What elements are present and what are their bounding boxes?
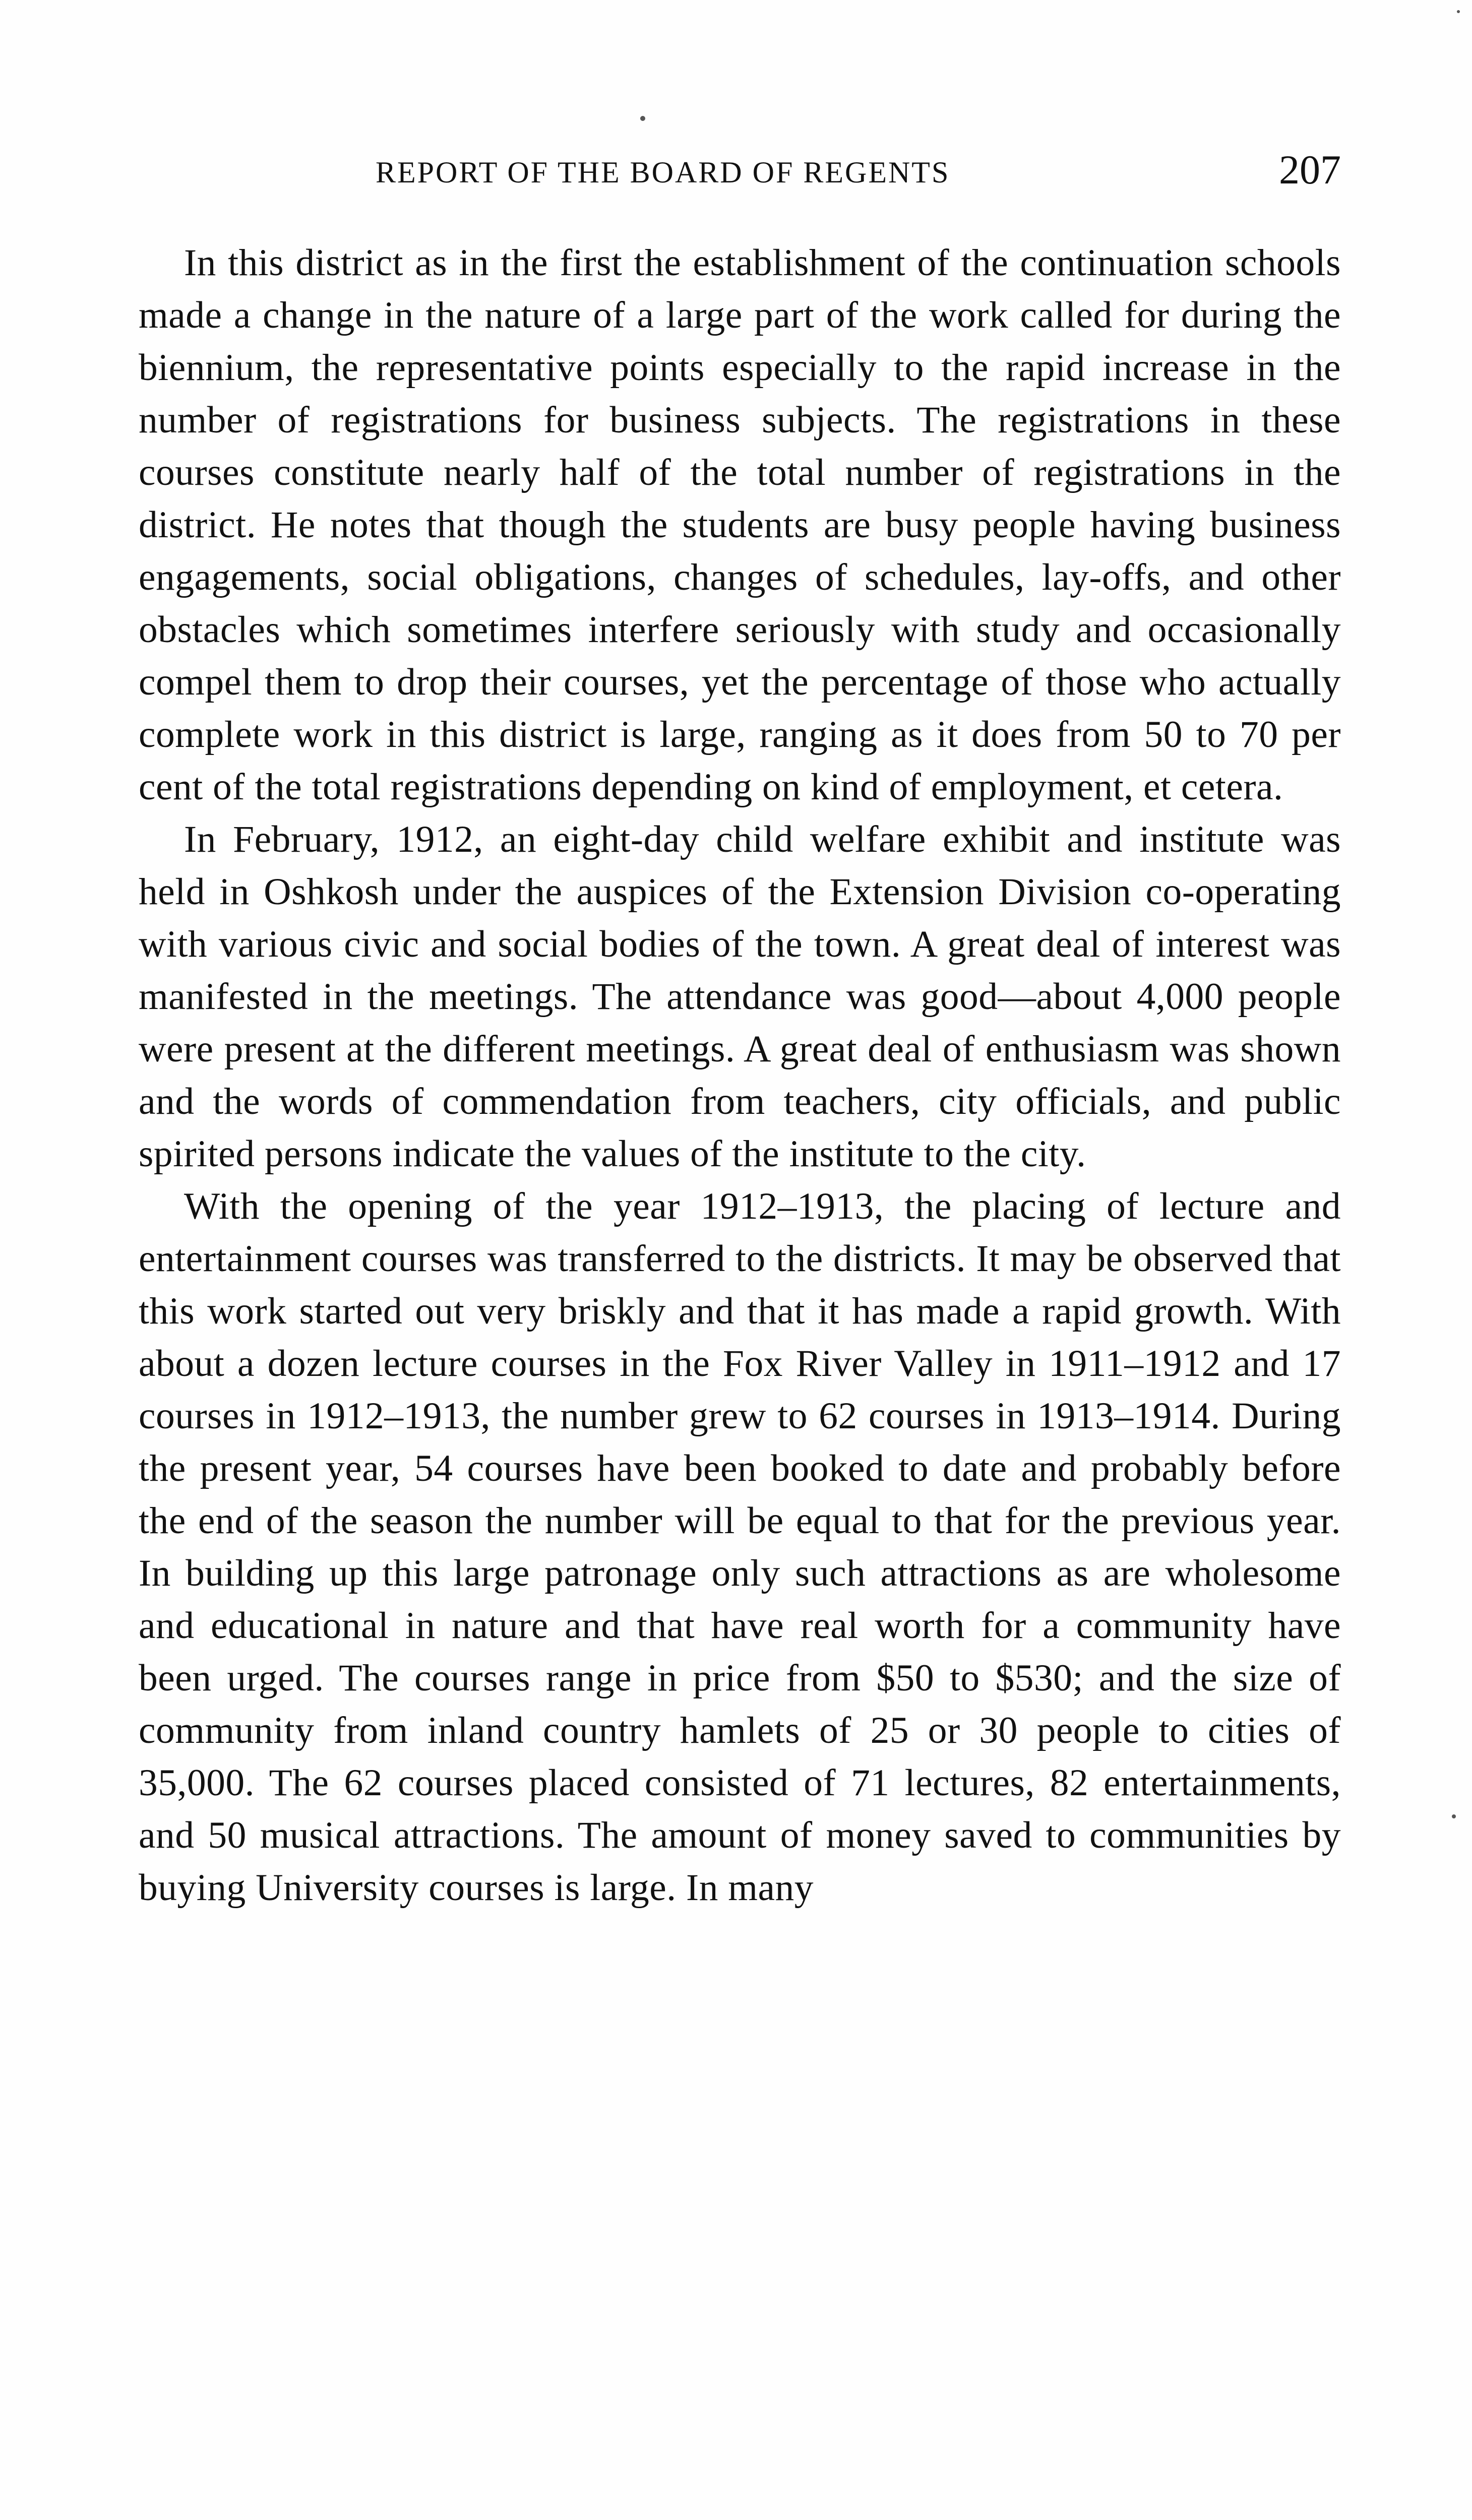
paragraph-child-welfare-exhibit: In February, 1912, an eight-day child welfare exhibit and institute was held in Oshkosh under the auspices of the Extension Division co-operating with various civic and social bodies of the town. A great deal of interest was manifested in the meetings. The attendance was good—about 4,000 people were present at the different meetings. A great deal of enthusiasm was shown and the words of commendation from teachers, city officials, and public spirited persons indicate the values of the institute to the city. <box>139 818 1341 1175</box>
print-speck <box>1457 10 1460 13</box>
page-header <box>139 146 1341 207</box>
body-text <box>139 237 1341 1914</box>
running-head: REPORT OF THE BOARD OF REGENTS <box>376 156 950 189</box>
paragraph-continuation-schools: In this district as in the first the establishment of the continuation schools made a change in the nature of a large part of the work called for during the biennium, the representative points especially to the rapid increase in the number of registrations for business subjects. The registrations in these courses constitute nearly half of the total number of registrations in the district. He notes that though the students are busy people having business engagements, social obligations, changes of schedules, lay-offs, and other obstacles which sometimes interfere seriously with study and occasionally compel them to drop their courses, yet the percentage of those who actually complete work in this district is large, ranging as it does from 50 to 70 per cent of the total registrations depending on kind of employment, et cetera. <box>139 242 1341 808</box>
print-speck <box>640 116 645 121</box>
page-number: 207 <box>1279 147 1341 193</box>
paragraph-lecture-courses: With the opening of the year 1912–1913, the placing of lecture and entertainment courses was transferred to the districts. It may be observed that this work started out very briskly and that it has made a rapid growth. With about a dozen lecture courses in the Fox River Valley in 1911–1912 and 17 courses in 1912–1913, the number grew to 62 courses in 1913–1914. During the present year, 54 courses have been booked to date and probably before the end of the season the number will be equal to that for the previous year. In building up this large patronage only such attractions as are wholesome and educational in nature and that have real worth for a community have been urged. The courses range in price from $50 to $530; and the size of community from inland country hamlets of 25 or 30 people to cities of 35,000. The 62 courses placed consisted of 71 lectures, 82 entertainments, and 50 musical attractions. The amount of money saved to communities by buying University courses is large. In many <box>139 1185 1341 1909</box>
print-speck <box>1452 1814 1456 1818</box>
